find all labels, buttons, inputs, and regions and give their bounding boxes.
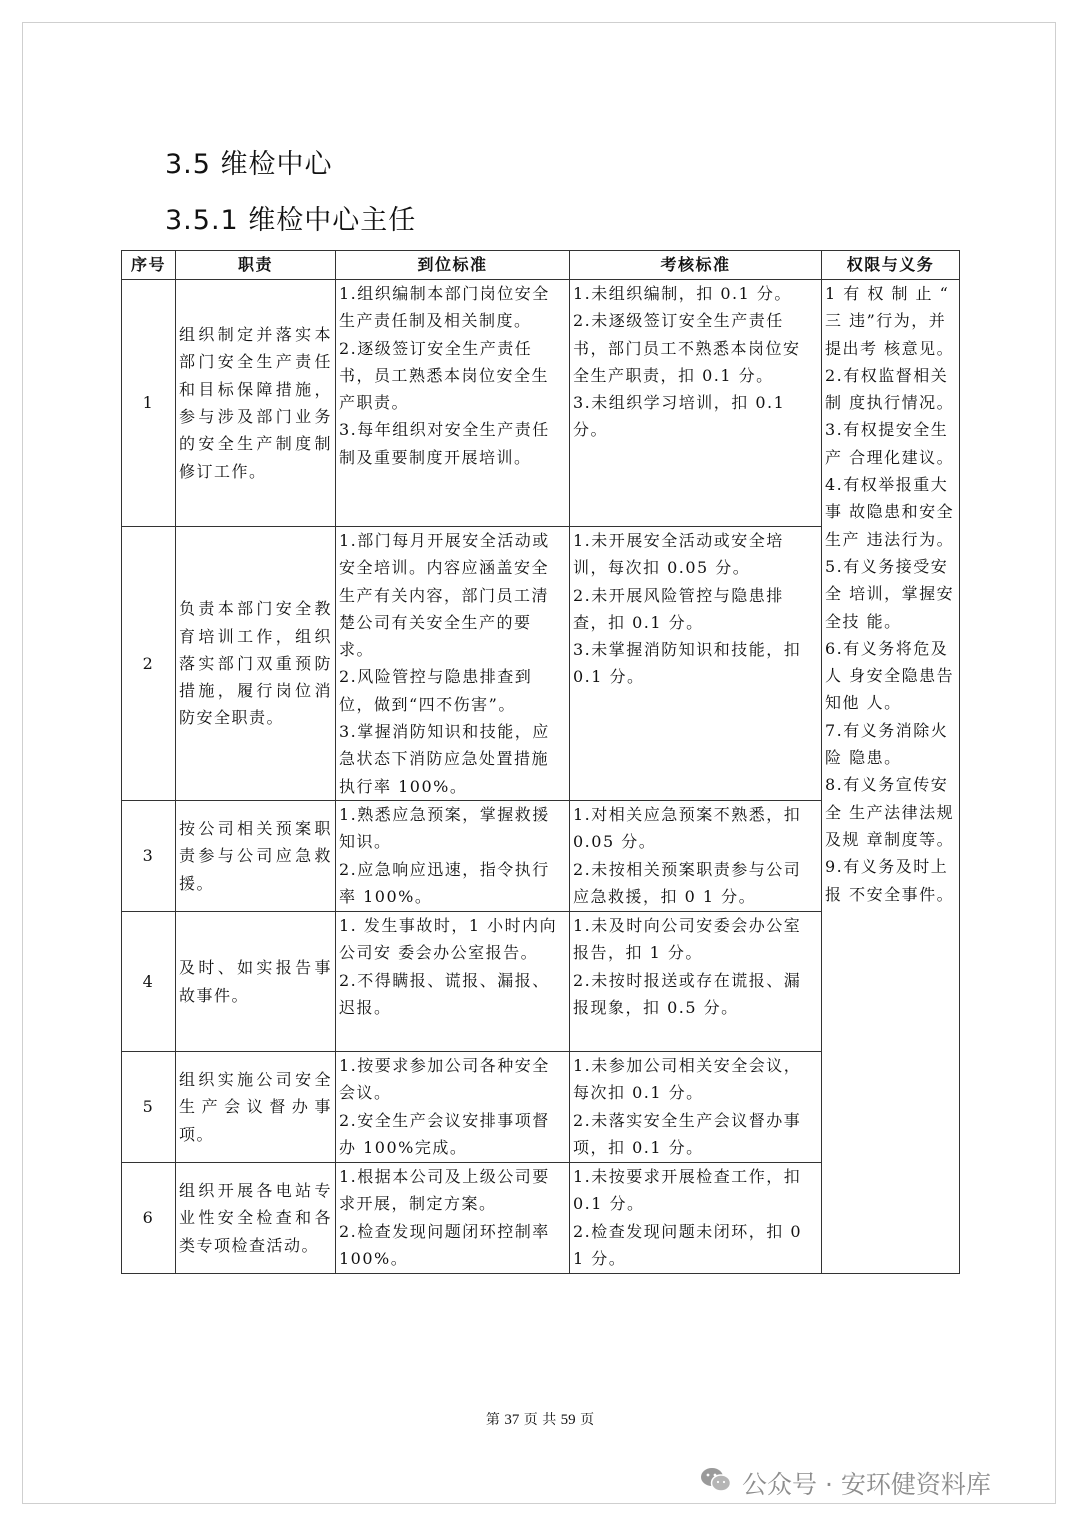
standard-item: 1.按要求参加公司各种安全会议。 — [339, 1056, 550, 1103]
standard-item: 1.根据本公司及上级公司要求开展，制定方案。 — [339, 1167, 550, 1214]
row-responsibility: 组织制定并落实本部门安全生产责任和目标保障措施，参与涉及部门业务的安全生产制度制修订工作。 — [176, 280, 336, 527]
row-criteria — [570, 280, 822, 527]
criteria-item: 2.未按时报送或存在谎报、漏报现象，扣 0.5 分。 — [573, 970, 802, 1017]
watermark — [700, 1458, 991, 1508]
rights-item: 6.有义务将危及人 身安全隐患告知他 人。 — [825, 638, 955, 713]
row-responsibility: 组织开展各电站专业性安全检查和各类专项检查活动。 — [176, 1163, 336, 1274]
row-responsibility: 组织实施公司安全生产会议督办事项。 — [176, 1052, 336, 1163]
footer-total-pages: 59 — [560, 1412, 576, 1428]
standard-item: 2.检查发现问题闭环控制率 100%。 — [339, 1221, 550, 1268]
criteria-item: 2.未按相关预案职责参与公司应急救援，扣 0 1 分。 — [573, 859, 802, 906]
page-footer — [0, 1409, 1080, 1429]
standard-item: 1.组织编制本部门岗位安全生产责任制及相关制度。 — [339, 284, 550, 331]
header-rights: 权限与义务 — [822, 251, 960, 280]
criteria-item: 1.未组织编制，扣 0.1 分。 — [573, 284, 792, 303]
row-seq: 3 — [122, 801, 176, 912]
row-criteria — [570, 1052, 822, 1163]
rights-item: 5.有义务接受安全 培训，掌握安全技 能。 — [825, 556, 955, 631]
header-seq: 序号 — [122, 251, 176, 280]
criteria-item: 1.未及时向公司安委会办公室报告，扣 1 分。 — [573, 916, 802, 963]
rights-item: 8.有义务宣传安全 生产法律法规及规 章制度等。 — [825, 775, 955, 849]
criteria-item: 3.未掌握消防知识和技能，扣 0.1 分。 — [573, 640, 802, 687]
criteria-item: 2.未开展风险管控与隐患排查，扣 0.1 分。 — [573, 585, 784, 632]
standard-item: 2.安全生产会议安排事项督办 100%完成。 — [339, 1110, 550, 1157]
rights-item: 1 有 权 制 止 “ 三 违”行为，并提出考 核意见。 — [825, 284, 955, 358]
row-seq: 2 — [122, 527, 176, 801]
row-standard — [336, 280, 570, 527]
duty-table — [121, 250, 960, 1274]
row-seq: 1 — [122, 280, 176, 527]
row-standard — [336, 1052, 570, 1163]
standard-item: 1. 发生事故时，1 小时内向公司安 委会办公室报告。 — [339, 916, 558, 963]
row-responsibility: 按公司相关预案职责参与公司应急救援。 — [176, 801, 336, 912]
section-title: 3.5 维检中心 — [165, 149, 333, 180]
rights-item: 9.有义务及时上报 不安全事件。 — [825, 857, 955, 904]
standard-item: 2.逐级签订安全生产责任书，员工熟悉本岗位安全生产职责。 — [339, 338, 550, 413]
row-responsibility: 负责本部门安全教育培训工作，组织落实部门双重预防措施，履行岗位消防安全职责。 — [176, 527, 336, 801]
table-row — [122, 280, 960, 527]
header-responsibility: 职责 — [176, 251, 336, 280]
criteria-item: 1.未按要求开展检查工作，扣 0.1 分。 — [573, 1167, 802, 1214]
rights-item: 7.有义务消除火险 隐患。 — [825, 720, 949, 768]
row-standard — [336, 912, 570, 1052]
footer-suffix: 页 — [580, 1412, 595, 1428]
standard-item: 3.每年组织对安全生产责任制及重要制度开展培训。 — [339, 420, 550, 467]
criteria-item: 1.未开展安全活动或安全培训，每次扣 0.05 分。 — [573, 531, 784, 578]
criteria-item: 1.未参加公司相关安全会议，每次扣 0.1 分。 — [573, 1056, 802, 1103]
row-standard — [336, 801, 570, 912]
row-standard — [336, 1163, 570, 1274]
criteria-item: 1.对相关应急预案不熟悉，扣 0.05 分。 — [573, 805, 802, 852]
standard-item: 2.不得瞒报、谎报、漏报、迟报。 — [339, 970, 550, 1017]
watermark-text: 公众号 · 安环健资料库 — [742, 1470, 991, 1499]
criteria-item: 3.未组织学习培训，扣 0.1 分。 — [573, 393, 786, 440]
row-standard — [336, 527, 570, 801]
row-criteria — [570, 1163, 822, 1274]
criteria-item: 2.未落实安全生产会议督办事项，扣 0.1 分。 — [573, 1110, 802, 1157]
rights-item: 2.有权监督相关制 度执行情况。 — [825, 365, 955, 413]
row-criteria — [570, 912, 822, 1052]
rights-item: 4.有权举报重大事 故隐患和安全生产 违法行为。 — [825, 475, 955, 549]
header-criteria: 考核标准 — [570, 251, 822, 280]
table-header-row — [122, 251, 960, 280]
row-seq: 5 — [122, 1052, 176, 1163]
row-criteria — [570, 527, 822, 801]
standard-item: 2.风险管控与隐患排查到位，做到“四不伤害”。 — [339, 667, 533, 714]
rights-cell — [822, 280, 960, 1274]
row-seq: 6 — [122, 1163, 176, 1274]
row-criteria — [570, 801, 822, 912]
rights-item: 3.有权提安全生产 合理化建议。 — [825, 420, 955, 467]
footer-prefix: 第 — [485, 1412, 500, 1428]
wechat-icon — [700, 1466, 732, 1500]
header-standard: 到位标准 — [336, 251, 570, 280]
row-responsibility: 及时、如实报告事故事件。 — [176, 912, 336, 1052]
standard-item: 2.应急响应迅速，指令执行率 100%。 — [339, 859, 550, 906]
row-seq: 4 — [122, 912, 176, 1052]
footer-page-number: 37 — [504, 1412, 520, 1428]
subsection-title: 3.5.1 维检中心主任 — [165, 205, 417, 236]
standard-item: 3.掌握消防知识和技能，应急状态下消防应急处置措施执行率 100%。 — [339, 722, 550, 796]
standard-item: 1.部门每月开展安全活动或安全培训。内容应涵盖安全生产有关内容，部门员工清楚公司有关安全生产的要求。 — [339, 531, 550, 660]
standard-item: 1.熟悉应急预案，掌握救援知识。 — [339, 805, 550, 852]
footer-middle: 页 共 — [523, 1412, 557, 1428]
criteria-item: 2.检查发现问题未闭环，扣 0 1 分。 — [573, 1221, 803, 1268]
criteria-item: 2.未逐级签订安全生产责任 书，部门员工不熟悉本岗位安 全生产职责，扣 0.1 分。 — [573, 311, 801, 385]
